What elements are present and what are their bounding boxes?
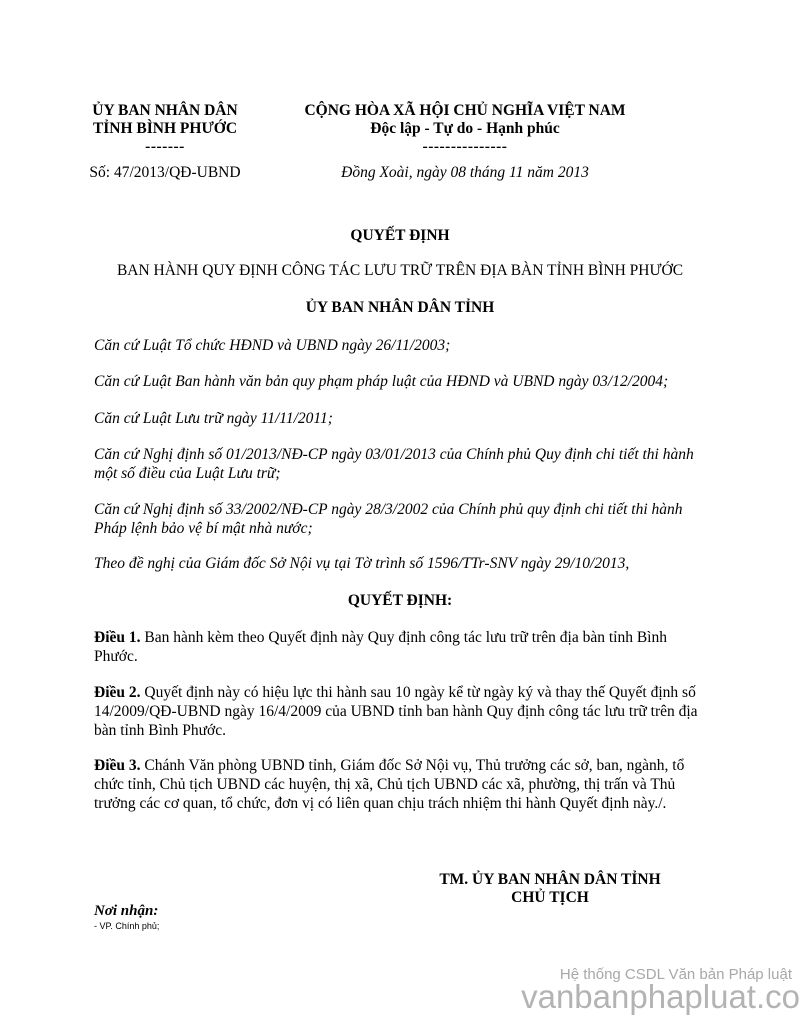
article-2 xyxy=(94,683,714,740)
document-type-title: QUYẾT ĐỊNH xyxy=(350,227,450,244)
watermark-site-link[interactable]: vanbanphapluat.co xyxy=(521,978,800,1015)
legal-basis-item: Căn cứ Nghị định số 01/2013/NĐ-CP ngày 03/01/2013 của Chính phủ Quy định chi tiết thi hành một số điều của Luật Lưu trữ; xyxy=(94,446,694,482)
legal-basis-item: Theo đề nghị của Giám đốc Sở Nội vụ tại Tờ trình số 1596/TTr-SNV ngày 29/10/2013, xyxy=(94,555,630,572)
recipients-title: Nơi nhận: xyxy=(94,903,159,919)
signature-block xyxy=(380,871,720,907)
legal-basis-item: Căn cứ Nghị định số 33/2002/NĐ-CP ngày 28/3/2002 của Chính phủ quy định chi tiết thi hành Pháp lệnh bảo vệ bí mật nhà nước; xyxy=(94,501,683,537)
article-text: Quyết định này có hiệu lực thi hành sau 10 ngày kể từ ngày ký và thay thế Quyết định số 14/2009/QĐ-UBND ngày 16/4/2009 của UBND tỉnh ban hành Quy định công tác lưu trữ trên địa bàn tỉnh Bình Phước. xyxy=(94,684,698,739)
article-label: Điều 1. xyxy=(94,629,141,646)
article-text: Chánh Văn phòng UBND tỉnh, Giám đốc Sở Nội vụ, Thủ trưởng các sở, ban, ngành, tổ chức tỉnh, Chủ tịch UBND các huyện, thị xã, Chủ tịch UBND các xã, phường, thị trấn và Thủ trưởng các cơ quan, tổ chức, đơn vị có liên quan chịu trách nhiệm thi hành Quyết định này./. xyxy=(94,757,685,812)
agency-name-line1: ỦY BAN NHÂN DÂN xyxy=(92,102,238,119)
legal-basis-item: Căn cứ Luật Ban hành văn bản quy phạm pháp luật của HĐND và UBND ngày 03/12/2004; xyxy=(94,373,669,390)
legal-basis-item: Căn cứ Luật Tổ chức HĐND và UBND ngày 26/11/2003; xyxy=(94,337,451,354)
article-1 xyxy=(94,628,714,666)
agency-name-line2: TỈNH BÌNH PHƯỚC xyxy=(92,120,238,137)
watermark-caption: Hệ thống CSDL Văn bản Pháp luật xyxy=(559,966,792,983)
signature-authority: TM. ỦY BAN NHÂN DÂN TỈNH xyxy=(439,871,661,888)
article-text: Ban hành kèm theo Quyết định này Quy định công tác lưu trữ trên địa bàn tỉnh Bình Phước. xyxy=(94,629,667,665)
article-label: Điều 3. xyxy=(94,757,141,774)
issuing-authority: ỦY BAN NHÂN DÂN TỈNH xyxy=(305,299,495,316)
decision-heading: QUYẾT ĐỊNH: xyxy=(347,592,453,609)
agency-divider: ------- xyxy=(145,138,185,155)
document-number: Số: 47/2013/QĐ-UBND xyxy=(89,164,241,181)
article-3 xyxy=(94,756,714,813)
country-name: CỘNG HÒA XÃ HỘI CHỦ NGHĨA VIỆT NAM xyxy=(304,102,626,119)
document-subject: BAN HÀNH QUY ĐỊNH CÔNG TÁC LƯU TRỮ TRÊN ĐỊA BÀN TỈNH BÌNH PHƯỚC xyxy=(116,262,684,279)
national-motto: Độc lập - Tự do - Hạnh phúc xyxy=(370,120,560,137)
document-date: Đồng Xoài, ngày 08 tháng 11 năm 2013 xyxy=(341,164,589,181)
legal-basis-item: Căn cứ Luật Lưu trữ ngày 11/11/2011; xyxy=(94,410,333,427)
national-header xyxy=(280,102,650,156)
agency-header xyxy=(60,102,270,156)
recipient-item: - VP. Chính phủ; xyxy=(94,921,160,931)
signature-title: CHỦ TỊCH xyxy=(511,889,589,906)
national-divider: --------------- xyxy=(422,138,508,155)
article-label: Điều 2. xyxy=(94,684,141,701)
